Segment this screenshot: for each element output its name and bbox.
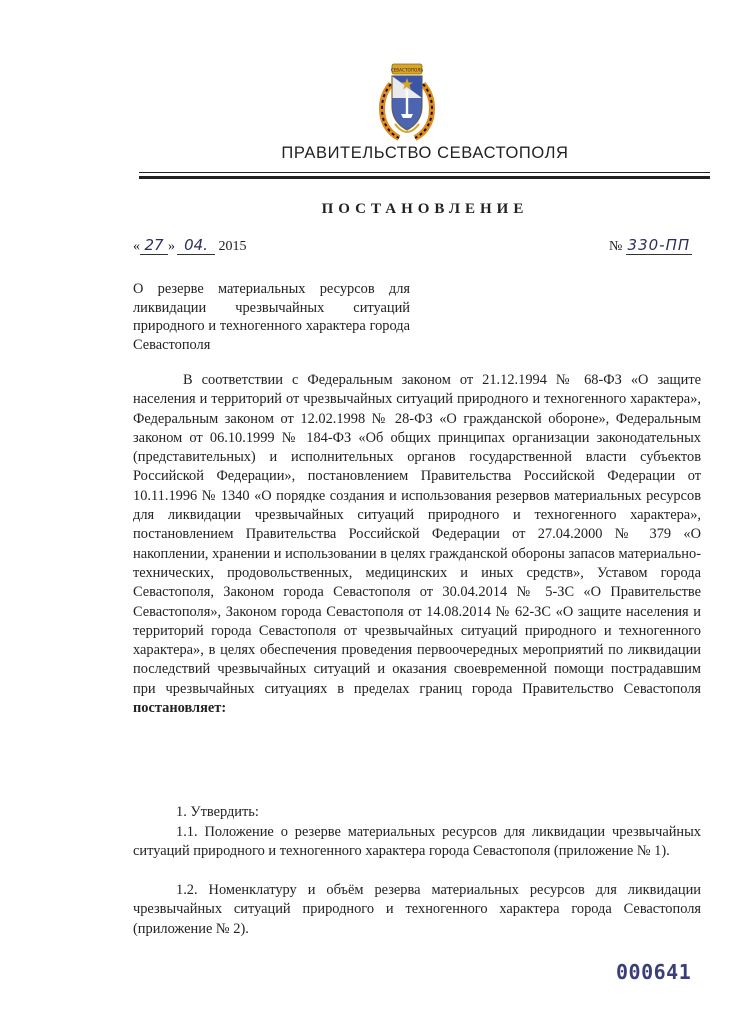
date-month: 04. — [177, 236, 215, 255]
item-1-2: 1.2. Номенклатуру и объём резерва материальных ресурсов для ликвидации чрезвычайных ситуаций природного и техногенного характера города Севастополя (приложение № 2). — [133, 882, 701, 937]
header-rule-thin — [139, 172, 710, 173]
sevastopol-coat-of-arms-icon — [377, 58, 437, 144]
government-title: ПРАВИТЕЛЬСТВО СЕВАСТОПОЛЯ — [281, 144, 569, 162]
document-subject: О резерве материальных ресурсов для ликвидации чрезвычайных ситуаций природного и техногенного характера города Севастополя — [133, 281, 410, 353]
date-year: 2015 — [218, 239, 247, 254]
item-1: 1. Утвердить: — [176, 804, 259, 820]
date-open-quote: « — [133, 239, 140, 254]
emblem-label: СЕВАСТОПОЛЬ — [390, 67, 424, 73]
document-type: ПОСТАНОВЛЕНИЕ — [321, 201, 529, 217]
number-value: 330-ПП — [627, 236, 691, 254]
date-close-quote: » — [168, 239, 175, 254]
preamble-text: В соответствии с Федеральным законом от 21.12.1994 № 68-ФЗ «О защите населения и территорий от чрезвычайных ситуаций природного и техногенного характера», Федеральным законом от 12.02.1998 № 28-ФЗ «О гражданской обороне», Федеральным законом от 06.10.1999 № 184-ФЗ «Об общих принципах организации законодательных (представительных) и исполнительных органов государственной власти субъектов Российской Федерации», постановлением Правительства Российской Федерации от 10.11.1996 № 1340 «О порядке создания и использования резервов материальных ресурсов для ликвидации чрезвычайных ситуаций природного и техногенного характера», постановлением Правительства Российской Федерации от 27.04.2000 № 379 «О накоплении, хранении и использовании в целях гражданской обороны запасов материально-технических, продовольственных, медицинских и иных средств», Уставом города Севастополя, Законом города Севастополя от 30.04.2014 № 5-ЗС «О Правительстве Севастополя», Законом города Севастополя от 14.08.2014 № 62-ЗС «О защите населения и территорий города Севастополя от чрезвычайных ситуаций природного и техногенного характера», в целях обеспечения проведения первоочередных мероприятий по ликвидации последствий чрезвычайных ситуаций и оказания своевременной помощи пострадавшим при чрезвычайных ситуациях в пределах границ города Правительство Севастополя — [133, 372, 701, 697]
item-1-1: 1.1. Положение о резерве материальных ресурсов для ликвидации чрезвычайных ситуаций природного и техногенного характера города Севастополя (приложение № 1). — [133, 824, 701, 860]
preamble-paragraph — [133, 371, 701, 718]
date-day: 27 — [140, 236, 168, 255]
number-prefix: № — [609, 239, 623, 254]
document-date — [133, 236, 247, 255]
decree-word: постановляет: — [133, 700, 227, 717]
document-number — [609, 236, 692, 255]
header-rule-thick — [139, 176, 710, 179]
registration-stamp-number: 000641 — [616, 960, 692, 984]
